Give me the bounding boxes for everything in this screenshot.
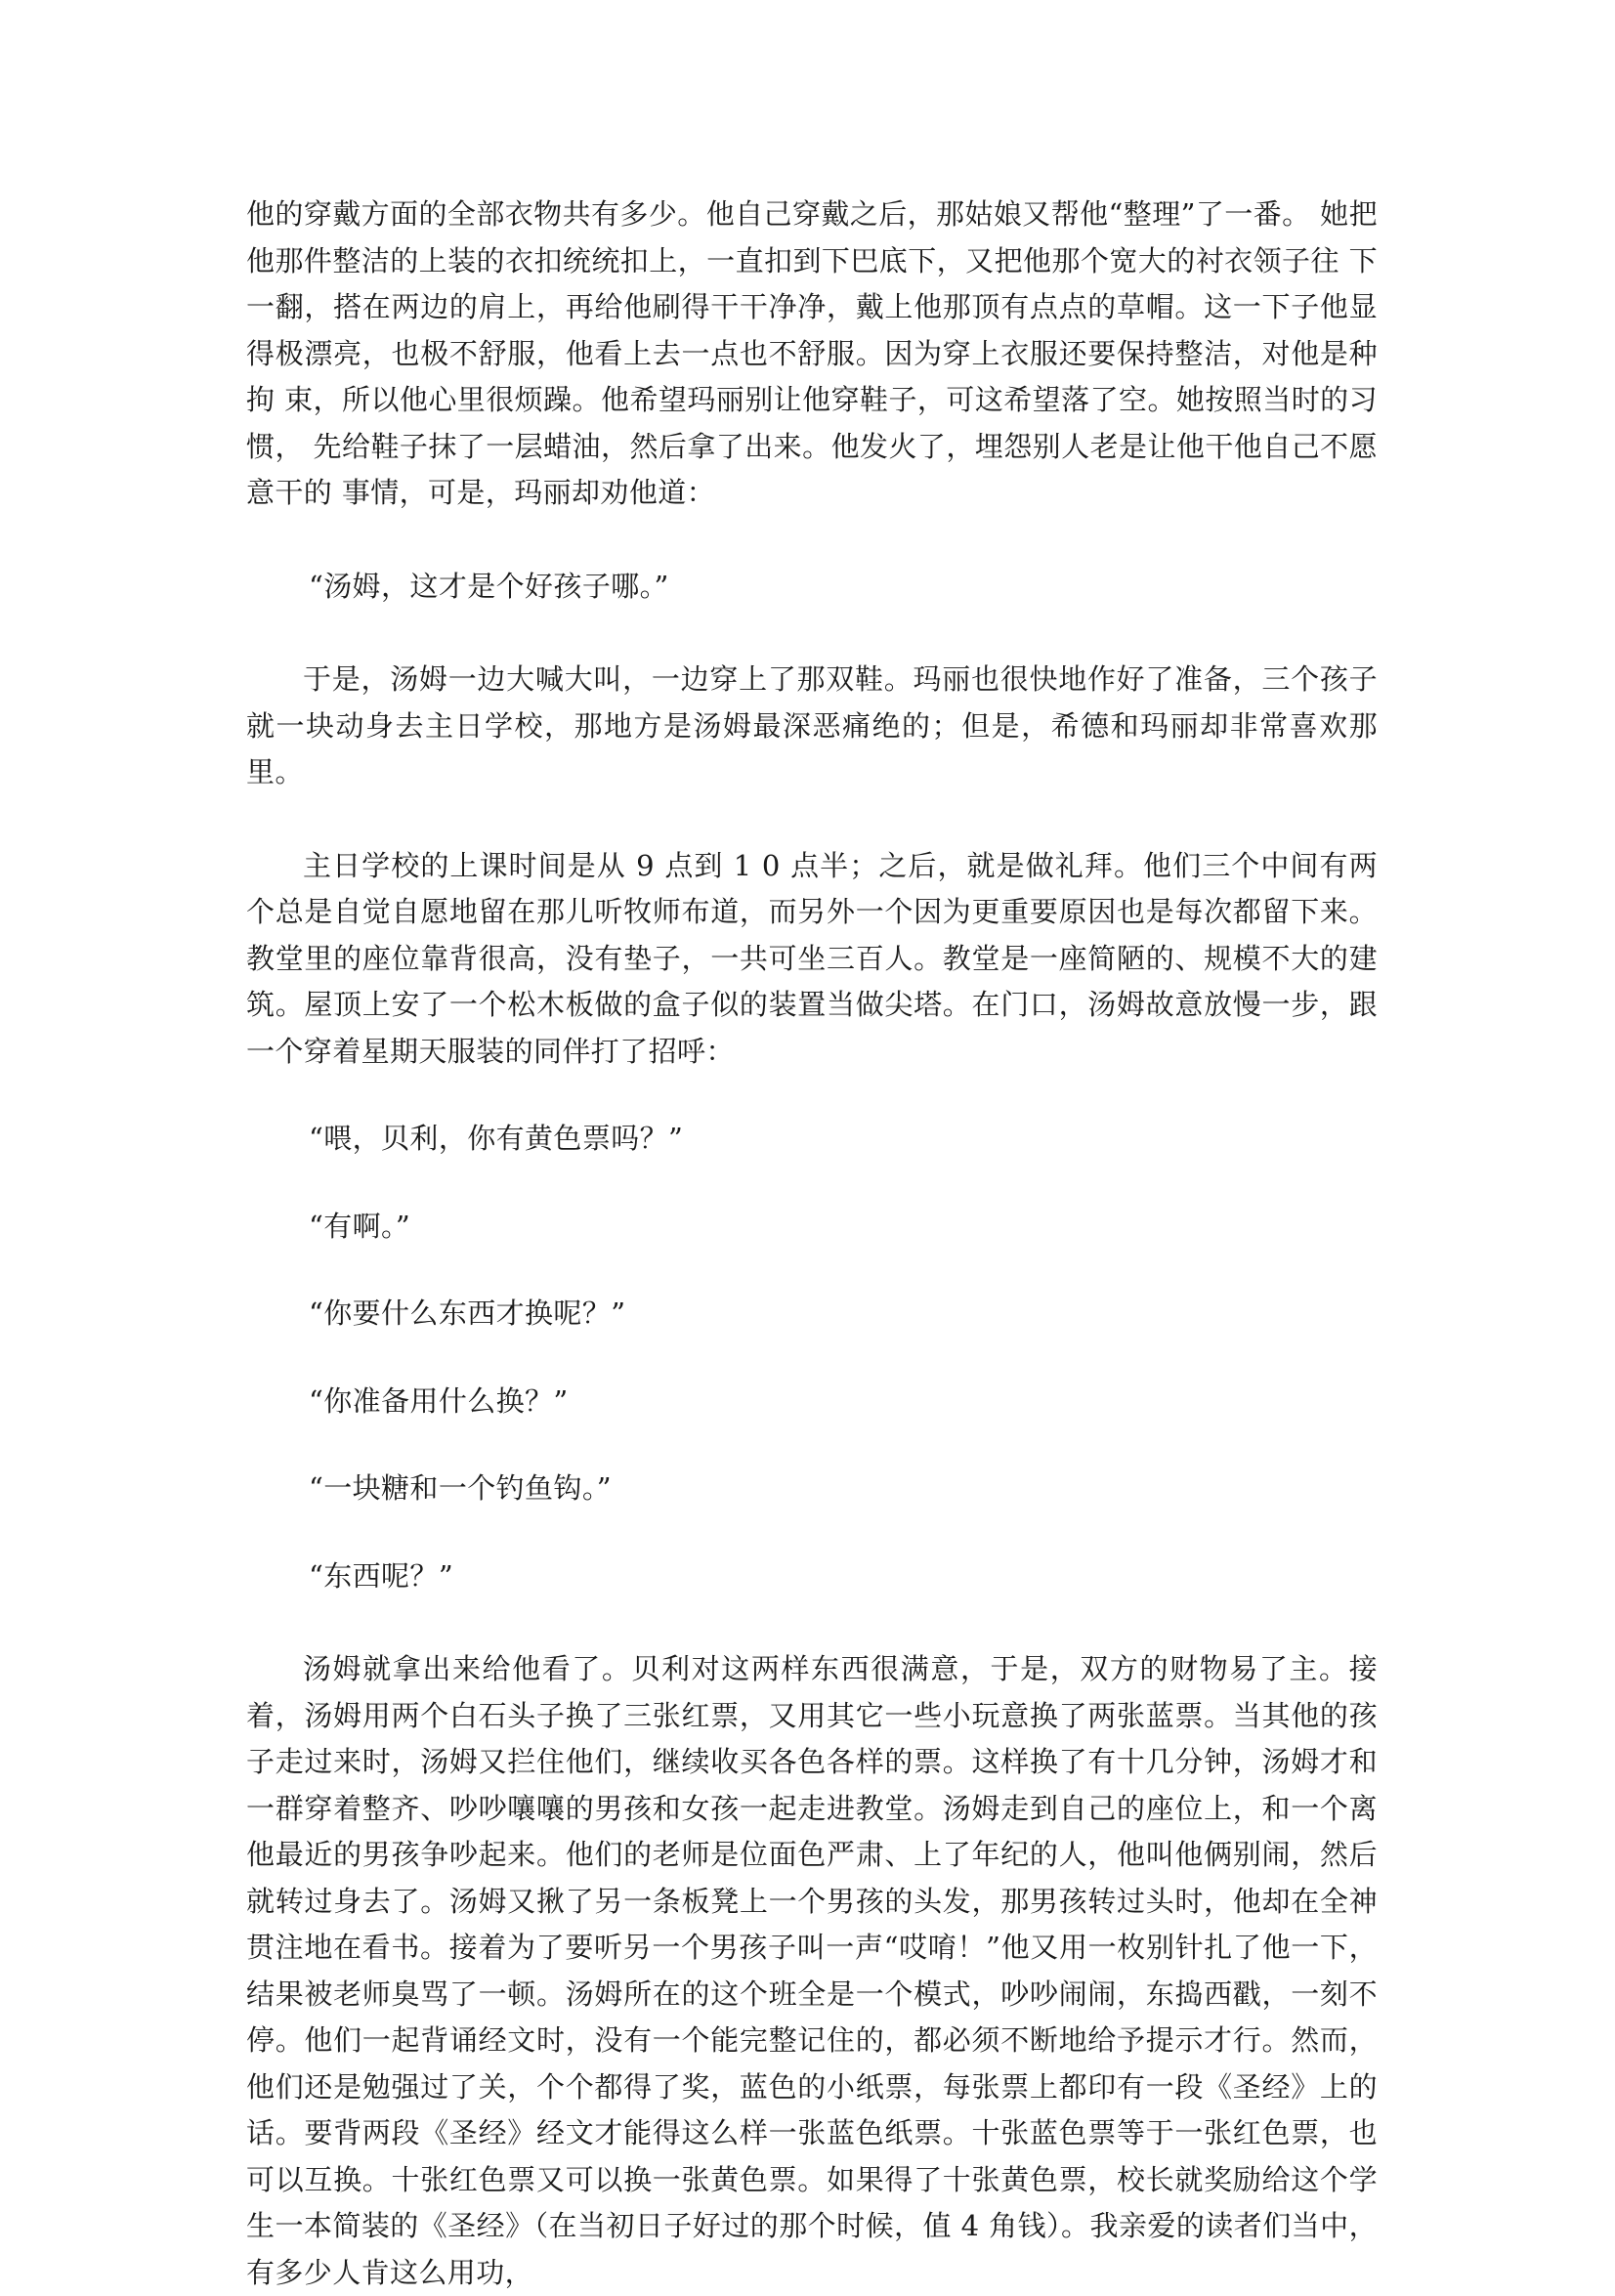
dialogue-show: “东西呢？” — [309, 1558, 454, 1593]
dialogue-what-for: “你要什么东西才换呢？” — [309, 1297, 626, 1330]
dialogue-yes: “有啊。” — [309, 1209, 411, 1243]
text-column — [246, 191, 1378, 2296]
paragraph-tickets: 汤姆就拿出来给他看了。贝利对这两样东西很满意，于是，双方的财物易了主。接着，汤姆用两个白石头子换了三张红票，又用其它一些小玩意换了两张蓝票。当其他的孩子走过来时，汤姆又拦住他们，继续收买各色各样的票。这样换了有十几分钟，汤姆才和一群穿着整齐、吵吵嚷嚷的男孩和女孩一起走进教堂。汤姆走到自己的座位上，和一个离他最近的男孩争吵起来。他们的老师是位面色严肃、上了年纪的人，他叫他俩别闹，然后就转过身去了。汤姆又揪了另一条板凳上一个男孩的头发，那男孩转过头时，他却在全神贯注地在看书。接着为了要听另一个男孩子叫一声“哎唷！”他又用一枚别针扎了他一下，结果被老师臭骂了一顿。汤姆所在的这个班全是一个模式，吵吵闹闹，东捣西戳，一刻不停。他们一起背诵经文时，没有一个能完整记住的，都必须不断地给予提示才行。然而，他们还是勉强过了关，个个都得了奖，蓝色的小纸票，每张票上都印有一段《圣经》上的话。要背两段《圣经》经文才能得这么样一张蓝色纸票。十张蓝色票等于一张红色票，也可以互换。十张红色票又可以换一张黄色票。如果得了十张黄色票，校长就奖励给这个学生一本简装的《圣经》（在当初日子好过的那个时候，值 4 角钱）。我亲爱的读者们当中，有多少人肯这么用功， — [246, 1652, 1378, 2289]
dialogue-yellow-ticket: “喂，贝利，你有黄色票吗？” — [309, 1122, 684, 1155]
paragraph-clothing: 他的穿戴方面的全部衣物共有多少。他自己穿戴之后，那姑娘又帮他“整理”了一番。 她把他那件整洁的上装的衣扣统统扣上，一直扣到下巴底下，又把他那个宽大的衬衣领子往 下一翻，搭在两边的肩上，再给他刷得干干净净，戴上他那顶有点点的草帽。这一下子他显 得极漂亮，也极不舒服，他看上去一点也不舒服。因为穿上衣服还要保持整洁，对他是种拘 束，所以他心里很烦躁。他希望玛丽别让他穿鞋子，可这希望落了空。她按照当时的习惯， 先给鞋子抹了一层蜡油，然后拿了出来。他发火了，埋怨别人老是让他干他自己不愿意干的 事情，可是，玛丽却劝他道： — [246, 197, 1378, 509]
paragraph-sunday-school: 于是，汤姆一边大喊大叫，一边穿上了那双鞋。玛丽也很快地作好了准备，三个孩子就一块动身去主日学校，那地方是汤姆最深恶痛绝的；但是，希德和玛丽却非常喜欢那里。 — [246, 662, 1378, 788]
dialogue-good-boy: “汤姆，这才是个好孩子哪。” — [309, 569, 669, 603]
dialogue-candy-hook: “一块糖和一个钓鱼钩。” — [309, 1471, 612, 1505]
dialogue-offer: “你准备用什么换？” — [309, 1383, 569, 1418]
paragraph-church: 主日学校的上课时间是从 9 点到 1 0 点半；之后，就是做礼拜。他们三个中间有两个总是自觉自愿地留在那儿听牧师布道，而另外一个因为更重要原因也是每次都留下来。教堂里的座位靠背很高，没有垫子，一共可坐三百人。教堂是一座简陋的、规模不大的建筑。屋顶上安了一个松木板做的盒子似的装置当做尖塔。在门口，汤姆故意放慢一步，跟一个穿着星期天服装的同伴打了招呼： — [246, 848, 1378, 1068]
